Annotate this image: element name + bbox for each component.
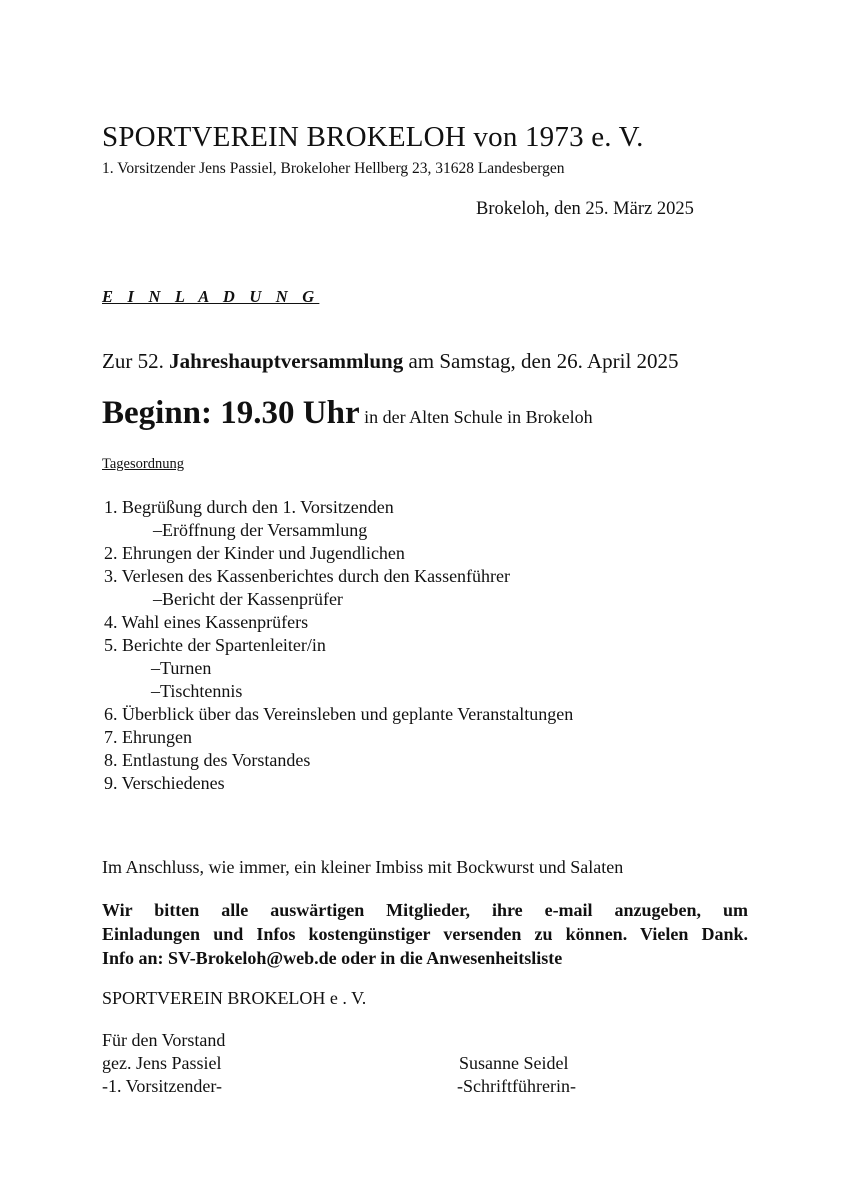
begin-line xyxy=(102,395,593,432)
begin-location: in der Alten Schule in Brokeloh xyxy=(359,407,593,427)
invitation-heading: E I N L A D U N G xyxy=(102,287,320,306)
signer-name: gez. Jens Passiel xyxy=(102,1053,222,1073)
agenda-item: 3. Verlesen des Kassenberichtes durch den Kassenführer xyxy=(104,566,511,586)
signer-role: -Schriftführerin- xyxy=(457,1076,576,1096)
club-signoff: SPORTVEREIN BROKELOH e . V. xyxy=(102,988,367,1008)
email-request-line: Einladungen und Infos kostengünstiger versenden zu können. Vielen Dank. xyxy=(102,924,748,944)
agenda-item: 1. Begrüßung durch den 1. Vorsitzenden xyxy=(104,497,394,517)
agenda-subitem: –Turnen xyxy=(151,658,212,678)
agenda-item: 2. Ehrungen der Kinder und Jugendlichen xyxy=(104,543,405,563)
agenda-subitem: –Bericht der Kassenprüfer xyxy=(153,589,343,609)
agenda-item: 7. Ehrungen xyxy=(104,727,192,747)
agenda-subitem: –Tischtennis xyxy=(151,681,243,701)
signer-role: -1. Vorsitzender- xyxy=(102,1076,222,1096)
email-request-line: Wir bitten alle auswärtigen Mitglieder, ihre e-mail anzugeben, um xyxy=(102,900,748,920)
board-line: Für den Vorstand xyxy=(102,1030,226,1050)
letter-date: Brokeloh, den 25. März 2025 xyxy=(476,199,694,219)
agenda-item: 6. Überblick über das Vereinsleben und geplante Veranstaltungen xyxy=(104,704,574,724)
agenda-item: 9. Verschiedenes xyxy=(104,773,225,793)
meeting-date: am Samstag, den 26. April 2025 xyxy=(403,349,679,373)
agenda-item: 8. Entlastung des Vorstandes xyxy=(104,750,311,770)
meeting-prefix: Zur 52. xyxy=(102,349,170,373)
email-request xyxy=(102,898,748,970)
agenda-item: 5. Berichte der Spartenleiter/in xyxy=(104,635,326,655)
meeting-announcement xyxy=(102,349,679,374)
meeting-title: Jahreshauptversammlung xyxy=(169,349,404,373)
agenda-subitem: –Eröffnung der Versammlung xyxy=(153,520,368,540)
begin-time: Beginn: 19.30 Uhr xyxy=(102,395,360,431)
email-request-line: Info an: SV-Brokeloh@web.de oder in die Anwesenheitsliste xyxy=(102,948,563,968)
signer-name: Susanne Seidel xyxy=(459,1053,569,1073)
closing-note: Im Anschluss, wie immer, ein kleiner Imbiss mit Bockwurst und Salaten xyxy=(102,857,624,877)
organization-address: 1. Vorsitzender Jens Passiel, Brokeloher Hellberg 23, 31628 Landesbergen xyxy=(102,160,565,177)
organization-title: SPORTVEREIN BROKELOH von 1973 e. V. xyxy=(102,121,644,153)
agenda-item: 4. Wahl eines Kassenprüfers xyxy=(104,612,309,632)
agenda-heading: Tagesordnung xyxy=(102,456,184,472)
